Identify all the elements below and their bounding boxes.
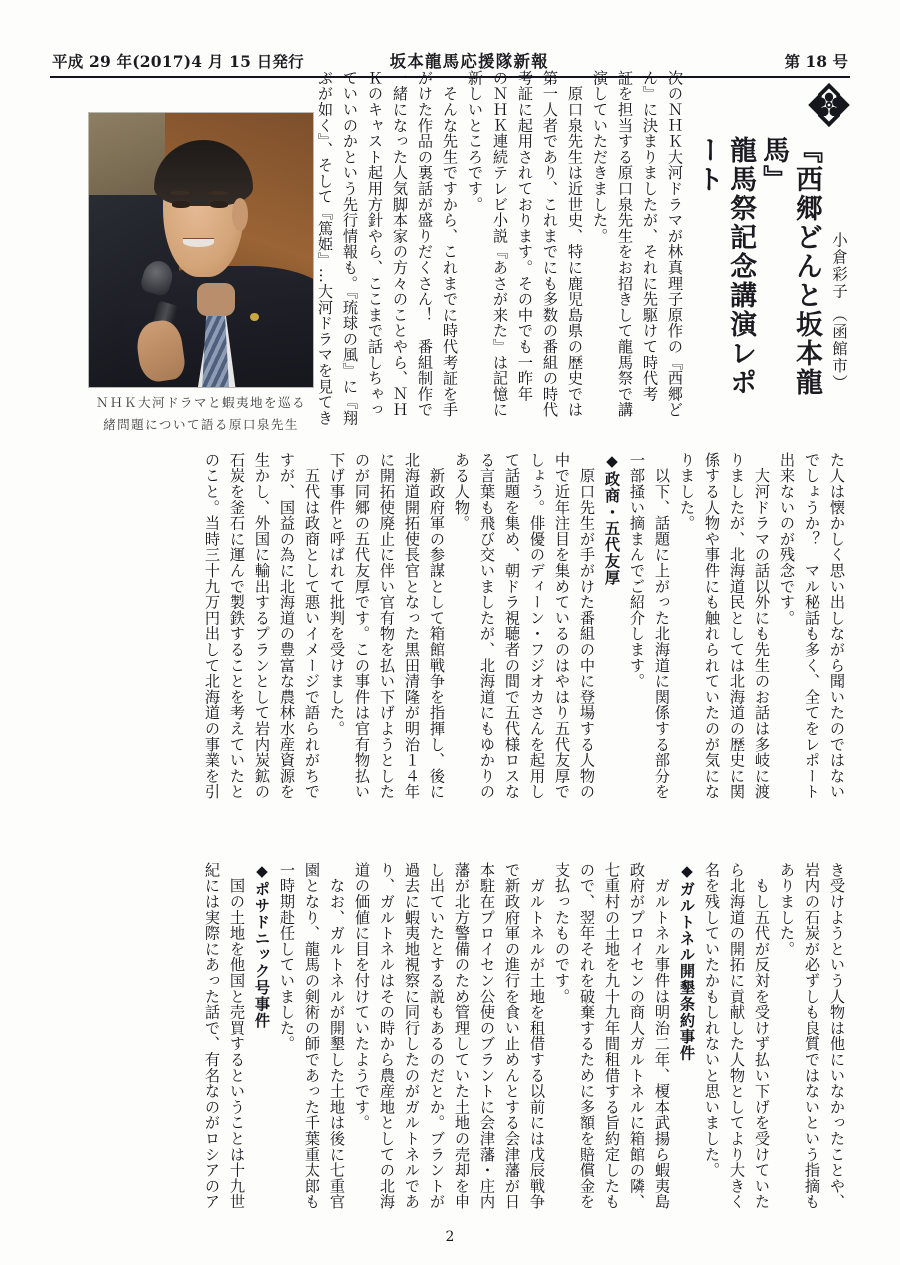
text-column: 新しいところです。: [466, 70, 484, 213]
text-column: ありました。: [778, 862, 796, 957]
text-column: で新政府軍の進行を食い止めんとする会津藩が日: [503, 862, 521, 1210]
text-column: りました。: [678, 452, 696, 531]
text-column: 次のＮＨＫ大河ドラマが林真理子原作の『西郷ど: [666, 70, 684, 418]
photo-eye-right: [210, 201, 228, 208]
text-column: て話題を集め、朝ドラ視聴者の間で五代様ロスな: [503, 452, 521, 800]
article-headline-block: [690, 136, 850, 406]
text-column: なお、ガルトネルが開墾した土地は後に七重官: [328, 862, 346, 1210]
text-column: 藩が北方警備のため管理していた土地の売却を申: [453, 862, 471, 1210]
text-column: た人は懐かしく思い出しながら聞いたのではない: [828, 452, 846, 800]
text-column: でしょうか？ マル秘話も多く、全てをレポート: [803, 452, 821, 800]
text-column: 中で近年注目を集めているのはやはり五代友厚で: [553, 452, 571, 800]
text-column: 過去に蝦夷地視察に同行したのがガルトネルであ: [403, 862, 421, 1210]
kamon-plum-crest-icon: [806, 82, 852, 128]
photo-eye-left: [172, 201, 190, 208]
text-column: ガルトネル事件は明治二年、榎本武揚ら蝦夷島: [653, 862, 671, 1210]
text-column: き受けようという人物は他にいなかったことや、: [828, 862, 846, 1210]
photo-caption: [62, 392, 340, 436]
text-column: ら北海道の開拓に貢献した人物としてより大きく: [728, 862, 746, 1210]
text-column: もし五代が反対を受けず払い下げを受けていた: [753, 862, 771, 1210]
text-column: のが同郷の五代友厚です。この事件は官有物払い: [353, 452, 371, 800]
masthead: [52, 42, 848, 72]
photo-caption-line-2: 緒問題について語る原口泉先生: [103, 417, 299, 433]
text-column: そんな先生ですから、これまでに時代考証を手: [441, 70, 459, 418]
text-column: 一部掻い摘まんでご紹介します。: [628, 452, 646, 689]
text-column: ある人物。: [453, 452, 471, 531]
photo-mouth: [183, 238, 214, 247]
text-column: 支払ったものです。: [553, 862, 571, 1005]
text-column: 国の土地を他国と売買するということは十九世: [228, 862, 246, 1210]
text-column: 新政府軍の参謀として箱館戦争を指揮し、後に: [428, 452, 446, 800]
text-column: 政府がプロイセンの商人ガルトネルに箱館の隣、: [628, 862, 646, 1210]
text-column: ん』に決まりましたが、それに先駆けて時代考: [641, 70, 659, 402]
text-column: 北海道開拓使長官となった黒田清隆が明治１４年: [403, 452, 421, 800]
text-column: 一時期赴任していました。: [278, 862, 296, 1052]
masthead-title: 坂本龍馬応援隊新報: [389, 52, 549, 71]
article-section-intro: [311, 70, 686, 470]
text-column: る言葉も飛び交いましたが、北海道にもゆかりの: [478, 452, 496, 800]
text-column: 五代は政商として悪いイメージで語られがちで: [303, 452, 321, 800]
masthead-issue-number: 第 18 号: [784, 52, 848, 71]
text-column: がけた作品の裏話が盛りだくさん！ 番組制作で: [416, 70, 434, 418]
text-column: 石炭を釜石に運んで製鉄することを考えていたと: [228, 452, 246, 800]
text-column: すが、国益の為に北海道の豊富な農林水産資源を: [278, 452, 296, 800]
text-column: 証を担当する原口泉先生をお招きして龍馬祭で講: [616, 70, 634, 418]
text-column: 岩内の石炭が必ずしも良質ではないという指摘も: [803, 862, 821, 1210]
text-column: 大河ドラマの話以外にも先生のお話は多岐に渡: [753, 452, 771, 800]
photo-eyebrow-right: [208, 191, 228, 195]
text-column: に開拓使廃止に伴い官有物を払い下げようとした: [378, 452, 396, 800]
byline: 小倉彩子 （函館市）: [830, 232, 848, 392]
article-section-middle: [198, 452, 848, 852]
text-column: ◆ガルトネル開墾条約事件: [678, 862, 696, 1062]
text-column: 一緒になった人気脚本家の方々のことやら、ＮＨ: [391, 70, 409, 418]
text-column: 演していただきました。: [591, 70, 609, 244]
text-column: ぶが如く』、そして『篤姫』…大河ドラマを見てき: [316, 70, 334, 426]
text-column: 道の価値に目を付けていたようです。: [353, 862, 371, 1131]
article-section-bottom: [198, 862, 848, 1240]
text-column: 生かし、外国に輸出するプランとして岩内炭鉱の: [253, 452, 271, 800]
text-column: ので、翌年それを破棄するために多額を賠償金を: [578, 862, 596, 1210]
page-number: 2: [445, 1229, 455, 1245]
text-column: し出ていたとする説もあるのだとか。ブラントが: [428, 862, 446, 1210]
text-column: 園となり、龍馬の剣術の師であった千葉重太郎も: [303, 862, 321, 1210]
text-column: ◆政商・五代友厚: [603, 452, 621, 586]
text-column: 第一人者であり、これまでにも多数の番組の時代: [541, 70, 559, 418]
text-column: ていいのかという先行情報も。『琉球の風』に『翔: [341, 70, 359, 426]
text-column: 本駐在プロイセン公使のブラントに会津藩・庄内: [478, 862, 496, 1210]
text-column: りましたが、北海道民としては北海道の歴史に関: [728, 452, 746, 800]
speaker-photo: [88, 112, 314, 388]
text-column: のこと。当時三十九万円出して北海道の事業を引: [203, 452, 221, 800]
page-title-line-2: 『西郷どんと坂本龍馬』: [758, 136, 822, 397]
text-column: 紀には実際にあった話で、有名なのがロシアのア: [203, 862, 221, 1210]
text-column: 原口先生が手がけた番組の中に登場する人物の: [578, 452, 596, 800]
text-column: 以下、話題に上がった北海道に関係する部分を: [653, 452, 671, 800]
photo-eyebrow-left: [170, 191, 190, 195]
text-column: ガルトネルが土地を租借する以前には戊辰戦争: [528, 862, 546, 1210]
masthead-date: 平成 29 年(2017)4 月 15 日発行: [52, 52, 304, 71]
photo-neck: [197, 283, 235, 316]
text-column: のＮＨＫ連続テレビ小説『あさが来た』は記憶に: [491, 70, 509, 418]
text-column: しょう。俳優のディーン・フジオカさんを起用し: [528, 452, 546, 800]
text-column: 考証に起用されております。その中でも一昨年: [516, 70, 534, 402]
page-title-line-1: 龍馬祭記念講演レポート: [692, 136, 757, 397]
text-column: 七重村の土地を九十九年間租借する旨約定したも: [603, 862, 621, 1210]
text-column: Ｋのキャスト起用方針やら、ここまで話しちゃっ: [366, 70, 384, 418]
text-column: り、ガルトネルはその時から農産地としての北海: [378, 862, 396, 1210]
text-column: 出来ないのが残念です。: [778, 452, 796, 626]
text-column: ◆ポサドニック号事件: [253, 862, 271, 1029]
photo-caption-line-1: ＮＨＫ大河ドラマと蝦夷地を巡る: [96, 395, 306, 410]
photo-ear: [232, 198, 248, 231]
text-column: 原口泉先生は近世史、特に鹿児島県の歴史では: [566, 70, 584, 418]
text-column: 係する人物や事件にも触れられていたのが気にな: [703, 452, 721, 800]
text-column: 下げ事件と呼ばれて批判を受けました。: [328, 452, 346, 737]
text-column: 名を残していたかもしれないと思いました。: [703, 862, 721, 1178]
